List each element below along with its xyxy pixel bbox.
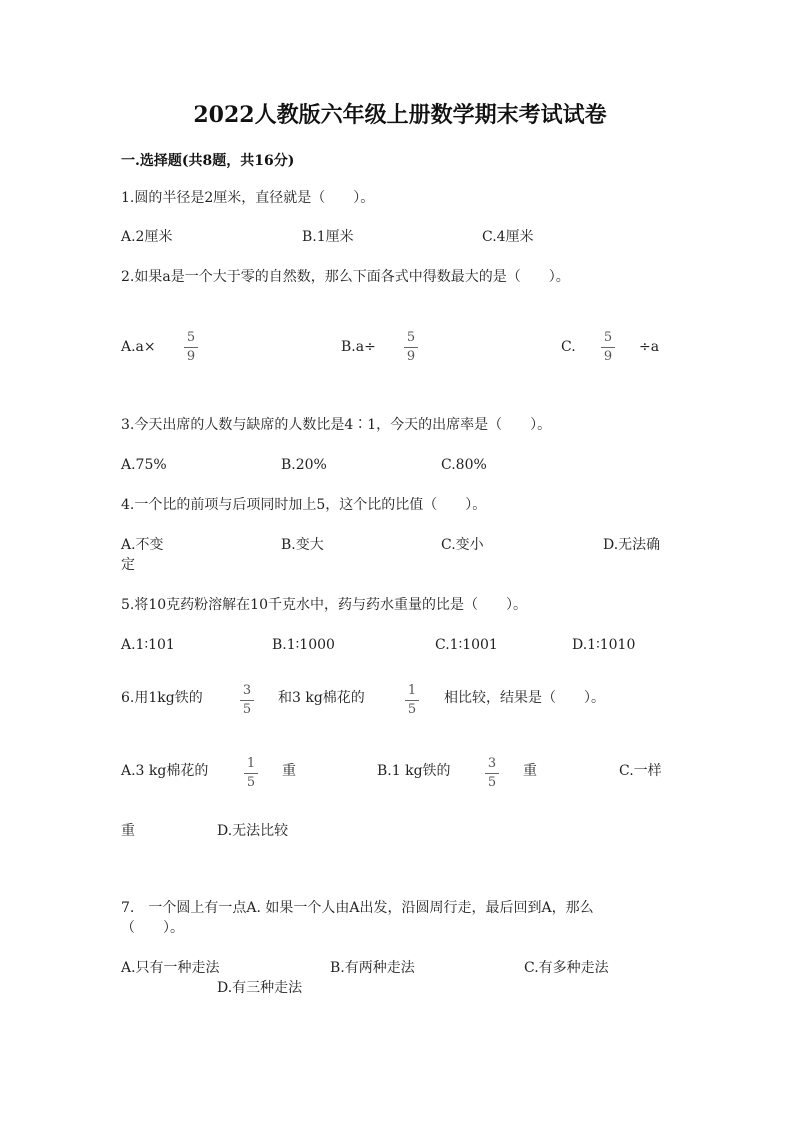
section-heading: 一.选择题(共8题，共16分) [121,153,295,169]
q2-b-fraction: 5 9 [400,330,422,365]
page-title: 2022人教版六年级上册数学期末考试试卷 [193,102,607,128]
q6-option-a: A.3 kg棉花的 [121,763,209,779]
q7-option-a: A.只有一种走法 [121,960,220,976]
q3-option-c: C.80% [441,457,487,473]
q6-option-b-suffix: 重 [523,763,537,779]
q2-c-fraction: 5 9 [597,330,619,365]
q1-option-a: A.2厘米 [121,229,173,245]
q6-b-fraction: 3 5 [481,756,503,791]
q6-option-d: D.无法比较 [217,823,289,839]
q5-option-a: A.1∶101 [121,637,175,653]
q2-option-b: B.a÷ [341,339,376,355]
q6-stem-start: 6.用1kg铁的 [121,690,203,706]
q1-option-b: B.1厘米 [302,229,354,245]
q2-option-c-suffix: ÷a [639,339,660,355]
q2-option-a: A.a× [121,339,156,355]
q5-option-d: D.1∶1010 [572,637,636,653]
q6-option-b: B.1 kg铁的 [377,763,451,779]
q6-fraction-2: 1 5 [401,683,423,718]
q6-option-c: C.一样 [619,763,662,779]
q1-option-c: C.4厘米 [482,229,534,245]
q4-option-b: B.变大 [281,537,324,553]
q5-stem: 5.将10克药粉溶解在10千克水中，药与药水重量的比是（ ）。 [121,597,527,613]
q6-option-c-wrap: 重 [121,823,135,839]
q7-stem-wrap: （ ）。 [121,920,184,936]
q6-stem-middle: 和3 kg棉花的 [278,690,365,706]
q7-option-b: B.有两种走法 [330,960,415,976]
q6-a-fraction: 1 5 [240,756,262,791]
q6-fraction-1: 3 5 [236,683,258,718]
q4-option-d-wrap: 定 [121,557,135,573]
q2-option-c: C. [561,339,576,355]
q5-option-c: C.1∶1001 [435,637,498,653]
q7-stem: 7. 一个圆上有一点A. 如果一个人由A出发，沿圆周行走，最后回到A，那么 [121,900,594,916]
q3-stem: 3.今天出席的人数与缺席的人数比是4∶1，今天的出席率是（ ）。 [121,417,552,433]
q3-option-a: A.75% [121,457,167,473]
q4-option-c: C.变小 [441,537,484,553]
q4-option-a: A.不变 [121,537,164,553]
q6-stem-end: 相比较，结果是（ ）。 [444,690,605,706]
q4-option-d: D.无法确 [603,537,661,553]
q2-stem: 2.如果a是一个大于零的自然数，那么下面各式中得数最大的是（ ）。 [121,269,570,285]
q4-stem: 4.一个比的前项与后项同时加上5，这个比的比值（ ）。 [121,497,487,513]
q7-option-c: C.有多种走法 [524,960,609,976]
q2-a-fraction: 5 9 [180,330,202,365]
q5-option-b: B.1∶1000 [272,637,335,653]
q3-option-b: B.20% [281,457,327,473]
q1-stem: 1.圆的半径是2厘米，直径就是（ ）。 [121,190,375,206]
q7-option-d: D.有三种走法 [217,980,303,996]
q6-option-a-suffix: 重 [282,763,296,779]
